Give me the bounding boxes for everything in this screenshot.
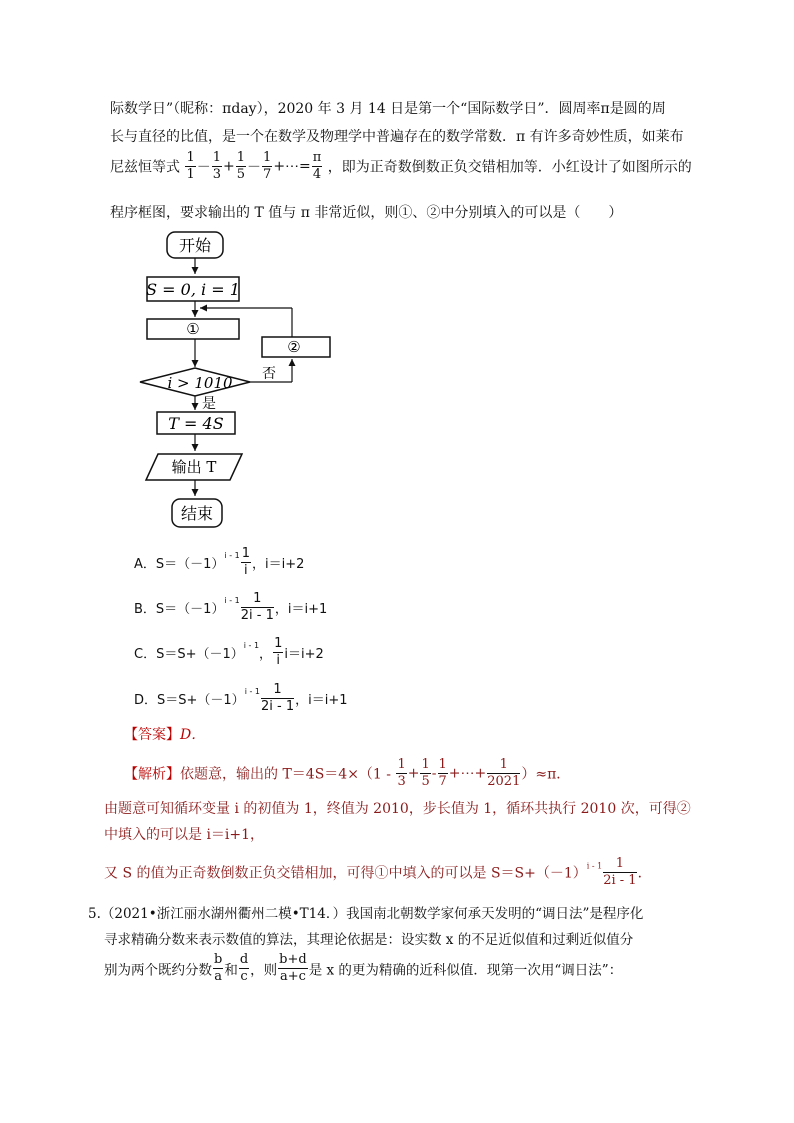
intro-line-3-pre: 尼兹恒等式 xyxy=(110,159,180,176)
analysis-line-3: 中填入的可以是 i＝i+1， xyxy=(104,827,265,843)
option-d-num: 1 xyxy=(261,682,294,699)
q5-line-2: 寻求精确分数来表示数值的算法，其理论依据是：设实数 x 的不足近似值和过剩近似值分 xyxy=(104,932,634,948)
analysis-line-4-den: 2i - 1 xyxy=(603,873,637,888)
option-c-post: i＝i+2 xyxy=(284,647,324,662)
flow-assign-label: T = 4S xyxy=(168,414,224,433)
leibniz-frac-pi: $\frac{\pi}{4}$ xyxy=(312,150,322,182)
option-d-exp: i - 1 xyxy=(244,687,260,696)
leibniz-frac-3: $\frac{1}{5}$ xyxy=(236,150,246,182)
flow-yes-label: 是 xyxy=(202,396,216,412)
q5-line-3-mid1: 和 xyxy=(224,962,238,979)
option-c-den: i xyxy=(276,653,281,668)
analysis-line-1-pre: 依题意，输出的 T＝4S＝4×（1 - xyxy=(180,766,392,783)
option-b-num: 1 xyxy=(241,591,274,608)
analysis-frac-2021: $\frac{1}{2021}$ xyxy=(487,757,521,789)
option-a-exp: i - 1 xyxy=(224,551,240,560)
option-c-pre: C．S＝S+（－1） xyxy=(134,647,244,662)
q5-line-3-mid2: ，则 xyxy=(250,962,278,979)
option-c: C．$S=S+(-1)^{i - 1}$， $\frac{1}{i}$ i＝i+2 xyxy=(134,636,324,668)
intro-line-3-post: ，即为正奇数倒数正负交错相加等．小红设计了如图所示的 xyxy=(327,159,692,176)
option-c-frac xyxy=(273,636,283,669)
answer-value: D． xyxy=(180,727,206,743)
option-b-pre: B．S＝（－1） xyxy=(134,602,225,617)
option-a-num: 1 xyxy=(241,546,250,561)
analysis-line-4 xyxy=(104,856,652,889)
q5-line-1: 5.（2021•浙江丽水湖州衢州二模•T14．）我国南北朝数学家何承天发明的“调日法”是程序化 xyxy=(88,906,644,922)
leibniz-frac-2: $\frac{1}{3}$ xyxy=(212,150,222,182)
q5-line-3-pre: 别为两个既约分数 xyxy=(104,962,212,979)
flow-step1-label: ① xyxy=(186,320,200,338)
option-d xyxy=(134,682,347,715)
analysis-line-1-post: ）≈π． xyxy=(521,766,571,783)
option-d-den: 2i - 1 xyxy=(260,699,295,714)
q5-frac-dc: $\frac{d}{c}$ xyxy=(239,952,249,984)
flow-output-label: 输出 T xyxy=(171,458,217,476)
flow-condition-label: i > 1010 xyxy=(167,374,233,392)
option-b xyxy=(134,591,327,624)
option-c-num: 1 xyxy=(274,636,283,651)
leibniz-frac-4: $\frac{1}{7}$ xyxy=(263,150,272,182)
q5-line-3 xyxy=(104,952,622,985)
flow-end-label: 结束 xyxy=(180,504,214,523)
analysis-frac-7: $\frac{1}{7}$ xyxy=(438,757,447,789)
analysis-line-2: 由题意可知循环变量 i 的初值为 1，终值为 2010，步长值为 1，循环共执行 2010 次，可得② xyxy=(104,801,691,817)
option-a-post: ，i＝i+2 xyxy=(252,557,305,572)
analysis-line-4-pre: 又 S 的值为正奇数倒数正负交错相加，可得①中填入的可以是 S＝S+（－1） xyxy=(104,865,587,882)
option-c-exp: i - 1 xyxy=(243,641,260,650)
option-a xyxy=(134,546,304,579)
analysis-frac-5: $\frac{1}{5}$ xyxy=(421,757,430,789)
flow-init-label: S = 0, i = 1 xyxy=(146,280,240,299)
option-a-frac xyxy=(241,546,251,579)
option-b-exp: i - 1 xyxy=(224,596,240,605)
option-d-pre: D．S＝S+（－1） xyxy=(134,693,245,708)
q5-line-3-post: 是 x 的更为精确的近科似值．现第一次用“调日法”： xyxy=(308,962,623,979)
analysis-line-4-num: 1 xyxy=(603,856,636,873)
q5-frac-ba: $\frac{b}{a}$ xyxy=(214,952,223,984)
flow-start-label: 开始 xyxy=(178,236,212,255)
flow-step2-label: ② xyxy=(287,338,301,356)
analysis-frac-3: $\frac{1}{3}$ xyxy=(397,757,406,789)
analysis-line-4-exp: i - 1 xyxy=(586,861,603,871)
option-a-den: i xyxy=(244,563,248,578)
analysis-line-4-frac xyxy=(603,856,636,889)
option-b-post: ，i＝i+1 xyxy=(274,602,328,617)
intro-line-2: 长与直径的比值，是一个在数学及物理学中普遍存在的数学常数．π 有许多奇妙性质，如莱布 xyxy=(110,129,684,145)
option-b-frac xyxy=(241,591,274,624)
analysis-label: 【解析】 xyxy=(124,766,180,783)
answer-line xyxy=(124,724,205,744)
flowchart xyxy=(130,222,350,532)
option-b-den: 2i - 1 xyxy=(240,608,274,623)
option-d-post: ，i＝i+1 xyxy=(295,693,348,708)
option-d-frac xyxy=(261,682,294,715)
option-a-pre: A．S＝（－1） xyxy=(134,557,225,572)
intro-line-3: 尼兹恒等式 $\frac{1}{1}$ － $\frac{1}{3}$ + $\frac{1}{5}$ － $\frac{1}{7}$ +⋯= $\frac{\pi}{4}$ ，即为正奇数倒数正负交错相加等．小红设计了如图所示的 xyxy=(110,150,692,182)
intro-line-1: 际数学日”（昵称：πday），2020 年 3 月 14 日是第一个“国际数学日”．圆周率π是圆的周 xyxy=(110,101,666,117)
flow-no-label: 否 xyxy=(262,366,276,382)
leibniz-frac-1: $\frac{1}{1}$ xyxy=(186,150,195,182)
answer-label: 【答案】 xyxy=(124,727,180,743)
analysis-line-4-post: ． xyxy=(637,865,652,882)
intro-line-4: 程序框图，要求输出的 T 值与 π 非常近似，则①、②中分别填入的可以是（ ） xyxy=(110,205,623,221)
q5-frac-mediant: $\frac{b+d}{a+c}$ xyxy=(279,952,307,984)
analysis-line-1: 【解析】依题意，输出的 T＝4S＝4×（1 - $\frac{1}{3}$ + $\frac{1}{5}$ - $\frac{1}{7}$ +⋯+ $\frac{1}{2021}$ ）≈π． xyxy=(124,757,571,789)
